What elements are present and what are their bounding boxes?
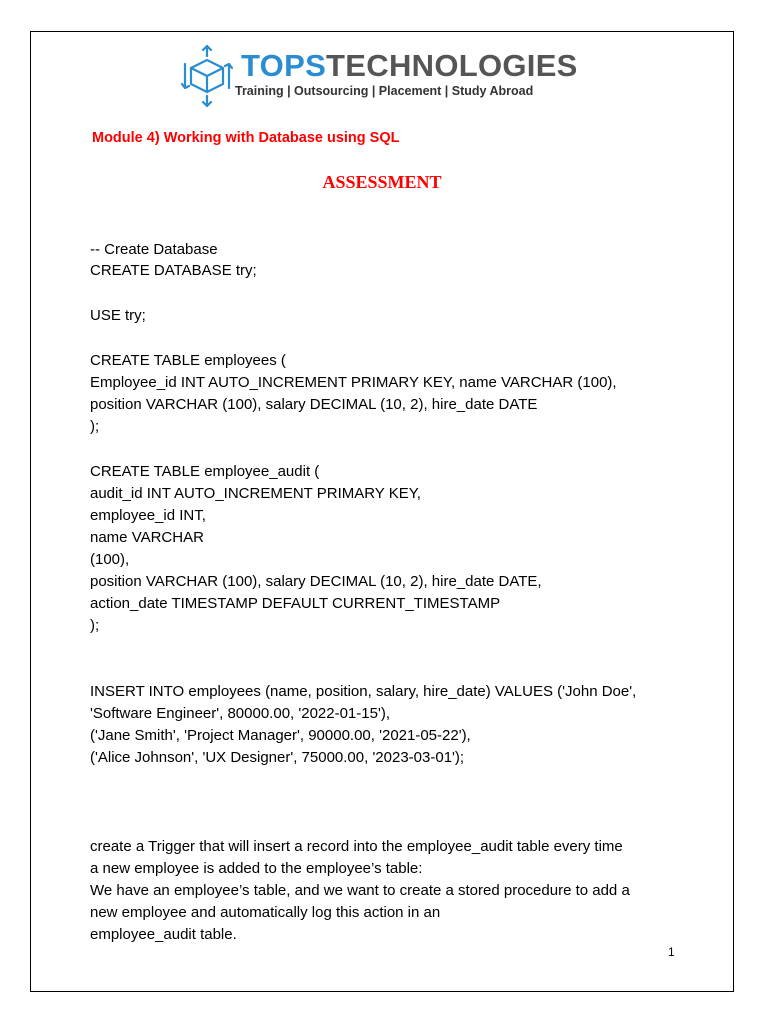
assessment-heading: ASSESSMENT — [322, 172, 442, 192]
text-line: action_date TIMESTAMP DEFAULT CURRENT_TIMESTAMP — [90, 595, 501, 612]
logo-title-suffix: TECHNOLOGIES — [326, 48, 578, 83]
text-line: CREATE TABLE employee_audit ( — [90, 463, 320, 480]
text-line: create a Trigger that will insert a record into the employee_audit table every time — [90, 838, 623, 855]
logo-tagline: Training | Outsourcing | Placement | Study Abroad — [235, 84, 534, 98]
text-line: INSERT INTO employees (name, position, salary, hire_date) VALUES ('John Doe', — [90, 683, 637, 700]
text-line: 'Software Engineer', 80000.00, '2022-01-15'), — [90, 705, 390, 722]
logo-title — [241, 48, 578, 84]
text-line: employee_audit table. — [90, 926, 237, 943]
text-line: ('Jane Smith', 'Project Manager', 90000.00, '2021-05-22'), — [90, 727, 471, 744]
text-line: (100), — [90, 551, 130, 568]
document-page — [30, 31, 734, 992]
text-line: We have an employee’s table, and we want to create a stored procedure to add a — [90, 882, 630, 899]
text-line: position VARCHAR (100), salary DECIMAL (10, 2), hire_date DATE — [90, 396, 538, 413]
text-line: ('Alice Johnson', 'UX Designer', 75000.00, '2023-03-01'); — [90, 749, 465, 766]
text-line: Employee_id INT AUTO_INCREMENT PRIMARY KEY, name VARCHAR (100), — [90, 374, 617, 391]
text-line: new employee and automatically log this action in an — [90, 904, 441, 921]
company-logo — [181, 44, 601, 114]
text-line: name VARCHAR — [90, 529, 204, 546]
text-line: position VARCHAR (100), salary DECIMAL (10, 2), hire_date DATE, — [90, 573, 542, 590]
cube-arrows-logo-icon — [181, 44, 233, 108]
text-line: CREATE DATABASE try; — [90, 262, 257, 279]
text-line: ); — [90, 617, 100, 634]
text-line: -- Create Database — [90, 241, 218, 258]
text-line: ); — [90, 418, 100, 435]
text-line: audit_id INT AUTO_INCREMENT PRIMARY KEY, — [90, 485, 421, 502]
logo-title-prefix: TOPS — [241, 48, 327, 83]
text-line: employee_id INT, — [90, 507, 206, 524]
text-line: USE try; — [90, 307, 146, 324]
module-title: Module 4) Working with Database using SQL — [92, 130, 400, 146]
page-number: 1 — [668, 945, 675, 959]
text-line: CREATE TABLE employees ( — [90, 352, 286, 369]
text-line: a new employee is added to the employee’s table: — [90, 860, 423, 877]
